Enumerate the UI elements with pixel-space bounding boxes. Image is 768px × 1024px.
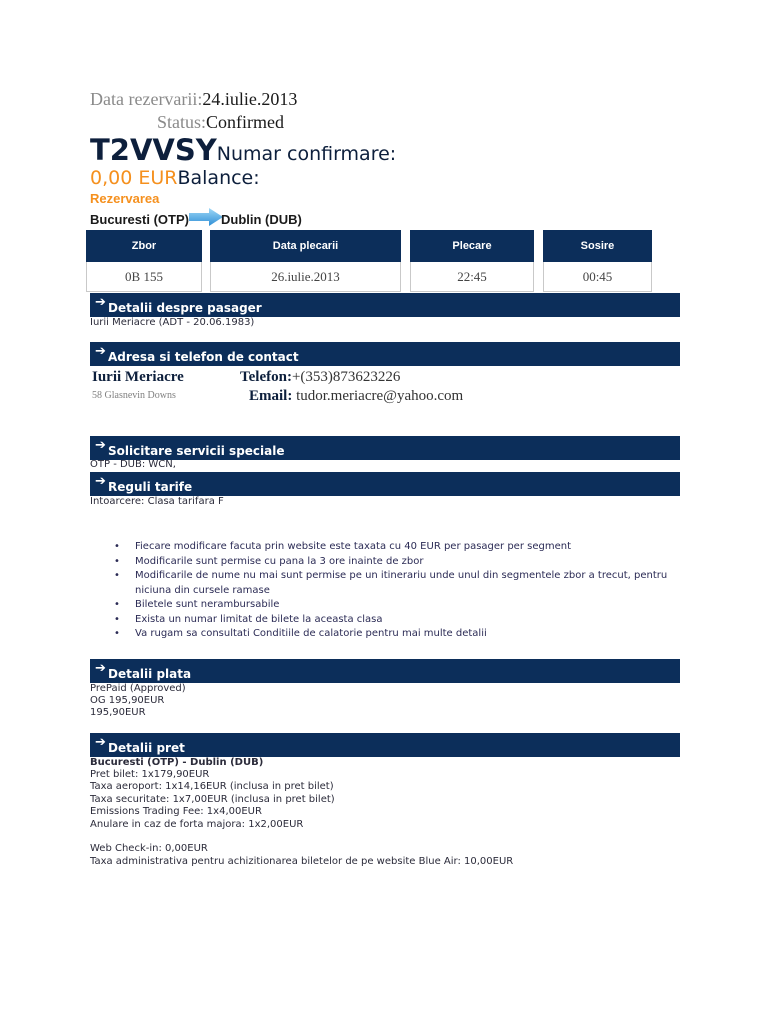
- booking-date-line: [90, 89, 297, 110]
- price-extra-line: Taxa administrativa pentru achizitionarea biletelor de pe website Blue Air: 10,00EUR: [90, 856, 514, 867]
- phone-label: Telefon:: [240, 369, 292, 385]
- payment-amount-og: OG 195,90EUR: [90, 695, 165, 706]
- section-price: [90, 733, 680, 757]
- cell-departure-date: 26.iulie.2013: [210, 262, 401, 292]
- list-item: • Modificarile de nume nu mai sunt permise pe un itinerariu unde unul din segmentele zbor a trecut, pentru niciuna din cursele ramase: [114, 570, 668, 596]
- email-label: Email:: [249, 388, 293, 404]
- contact-name: Iurii Meriacre: [92, 369, 184, 385]
- list-item: • Exista un numar limitat de bilete la aceasta clasa: [110, 613, 670, 628]
- price-line: Pret bilet: 1x179,90EUR: [90, 769, 210, 780]
- bullet-icon: •: [114, 628, 120, 639]
- status-line: [157, 112, 284, 133]
- list-item: • Biletele sunt nerambursabile: [110, 598, 670, 613]
- list-item: • Modificarile sunt permise cu pana la 3 ore inainte de zbor: [110, 555, 670, 570]
- section-fare-rules: [90, 472, 680, 496]
- price-extra-line: Web Check-in: 0,00EUR: [90, 843, 208, 854]
- fare-class-line: Intoarcere: Clasa tarifara F: [90, 496, 224, 507]
- payment-status: PrePaid (Approved): [90, 683, 186, 694]
- confirmation-line: [90, 133, 396, 167]
- fare-rules-list: [110, 540, 670, 642]
- col-header-departure-date: Data plecarii: [210, 230, 401, 262]
- list-item: • Va rugam sa consultati Conditiile de calatorie pentru mai multe detalii: [110, 627, 670, 642]
- cell-flight-number: 0B 155: [86, 262, 202, 292]
- reservation-title: Rezervarea: [90, 191, 160, 206]
- contact-address: 58 Glasnevin Downs: [92, 390, 176, 401]
- email-line: [249, 388, 463, 405]
- payment-total: 195,90EUR: [90, 707, 146, 718]
- cell-arrival-time: 00:45: [543, 262, 652, 292]
- booking-date-label: Data rezervarii:: [90, 89, 203, 109]
- confirmation-code: T2VVSY: [90, 133, 217, 167]
- bullet-icon: •: [114, 555, 120, 567]
- route-destination: Dublin (DUB): [221, 212, 302, 227]
- bullet-icon: •: [114, 570, 120, 581]
- balance-value: 0,00 EUR: [90, 167, 178, 189]
- arrow-right-icon: [189, 208, 223, 226]
- bullet-icon: •: [114, 613, 120, 625]
- section-special-services: [90, 436, 680, 460]
- booking-date-value: 24.iulie.2013: [202, 89, 298, 109]
- price-line: Taxa securitate: 1x7,00EUR (inclusa in pret bilet): [90, 794, 335, 805]
- status-label: Status:: [157, 112, 207, 132]
- route-origin: Bucuresti (OTP): [90, 212, 189, 227]
- section-fare-rules-title: Reguli tarife: [108, 480, 193, 494]
- bullet-icon: •: [114, 541, 120, 552]
- bullet-icon: •: [114, 599, 120, 610]
- cell-departure-time: 22:45: [410, 262, 534, 292]
- balance-line: [90, 167, 260, 189]
- price-line: Taxa aeroport: 1x14,16EUR (inclusa in pret bilet): [90, 781, 334, 792]
- section-passenger-title: Detalii despre pasager: [108, 301, 262, 315]
- section-payment-title: Detalii plata: [108, 667, 192, 681]
- price-line: Anulare in caz de forta majora: 1x2,00EUR: [90, 819, 304, 830]
- arrow-icon: ➔: [95, 438, 106, 453]
- list-item: • Fiecare modificare facuta prin website este taxata cu 40 EUR per pasager per segment: [110, 540, 670, 555]
- section-price-title: Detalii pret: [108, 741, 185, 755]
- col-header-arrival: Sosire: [543, 230, 652, 262]
- section-special-title: Solicitare servicii speciale: [108, 444, 285, 458]
- phone-value: +(353)873623226: [291, 369, 401, 385]
- price-route: Bucuresti (OTP) - Dublin (DUB): [90, 757, 264, 768]
- phone-line: [240, 369, 400, 386]
- balance-label: Balance:: [177, 167, 260, 189]
- special-services-line: OTP - DUB: WCN,: [90, 459, 176, 470]
- confirmation-label: Numar confirmare:: [216, 143, 397, 165]
- price-line: Emissions Trading Fee: 1x4,00EUR: [90, 806, 262, 817]
- col-header-departure: Plecare: [410, 230, 534, 262]
- section-contact: [90, 342, 680, 366]
- arrow-icon: ➔: [95, 735, 106, 750]
- status-value: Confirmed: [206, 112, 285, 132]
- section-passenger: [90, 293, 680, 317]
- passenger-line: Iurii Meriacre (ADT - 20.06.1983): [90, 317, 255, 328]
- email-value[interactable]: tudor.meriacre@yahoo.com: [296, 388, 464, 404]
- section-payment: [90, 659, 680, 683]
- arrow-icon: ➔: [95, 295, 106, 310]
- section-contact-title: Adresa si telefon de contact: [108, 350, 299, 364]
- arrow-icon: ➔: [95, 661, 106, 676]
- col-header-flight: Zbor: [86, 230, 202, 262]
- arrow-icon: ➔: [95, 474, 106, 489]
- arrow-icon: ➔: [95, 344, 106, 359]
